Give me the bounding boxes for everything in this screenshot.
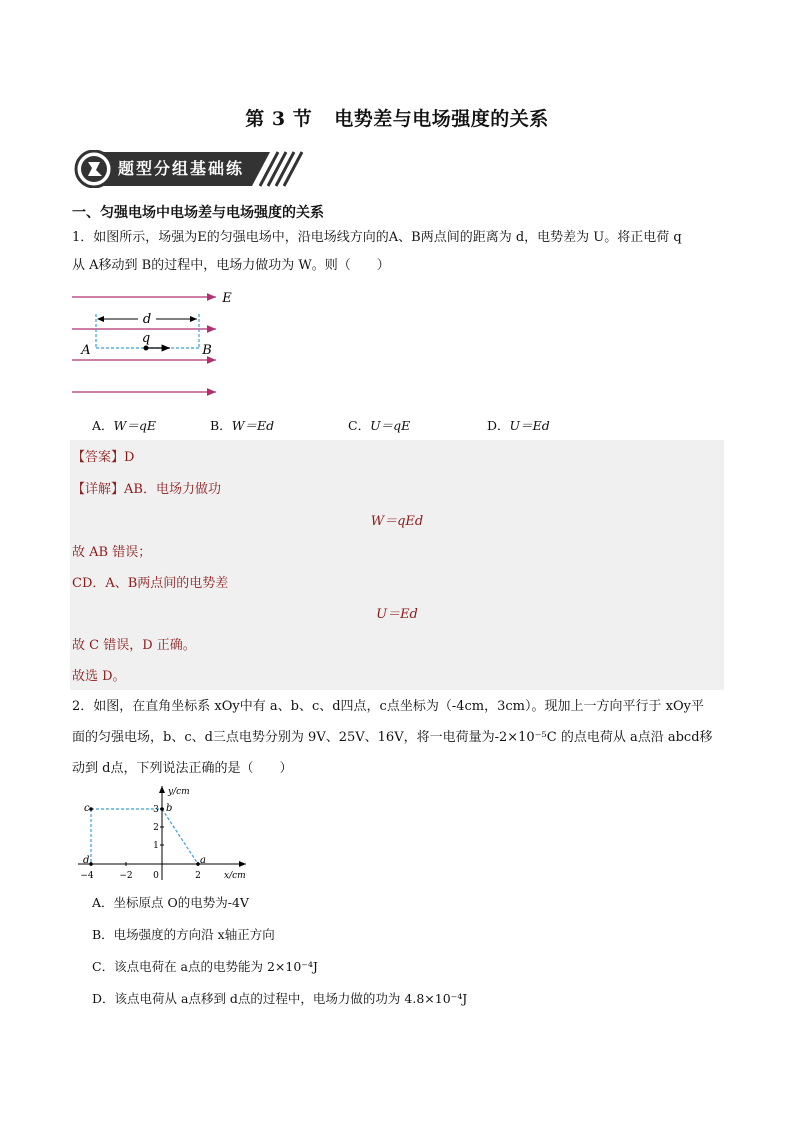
detail-line-5: 故选 D。 [72,669,126,684]
q2-text-line2: 面的匀强电场，b、c、d三点电势分别为 9V、25V、16V，将一电荷量为-2×10⁻⁵C 的点电荷从 a点沿 abcd移 [72,730,713,745]
x-axis-label: x/cm [224,871,246,881]
y-axis-label: y/cm [168,787,190,797]
y-tick-label: 1 [153,841,159,851]
label-d: d [142,312,152,327]
point-c-label: c [84,803,90,814]
point-a-label: a [200,855,206,866]
section-heading: 一、匀强电场中电场差与电场强度的关系 [72,205,324,221]
x-tick-label: −2 [119,871,133,881]
q1-option-a[interactable]: A．W＝qE [92,418,157,433]
q1-option-c[interactable]: C．U＝qE [348,418,411,433]
detail-line-1: 【详解】AB．电场力做功 [72,482,221,497]
q2-option-c[interactable]: C．该点电荷在 a点的电势能为 2×10⁻⁴J [92,959,318,974]
x-tick-label: 2 [195,871,201,881]
section-number: 第 3 节 [245,108,313,130]
page-title [0,104,794,131]
q2-coordinate-diagram [74,784,254,884]
label-E: E [222,291,232,306]
detail-line-4: 故 C 错误，D 正确。 [72,638,196,653]
q1-text-line2: 从 A移动到 B的过程中，电场力做功为 W。则（ ） [72,258,390,273]
formula-work: W＝qEd [370,514,424,529]
q1-text-line1: 1．如图所示，场强为E的匀强电场中，沿电场线方向的A、B两点间的距离为 d，电势差为 U。将正电荷 q [72,230,682,245]
q2-option-d[interactable]: D．该点电荷从 a点移到 d点的过程中，电场力做的功为 4.8×10⁻⁴J [92,991,468,1006]
segment-ba [162,809,198,864]
answer-label: 【答案】D [72,450,135,465]
detail-line-3: CD．A、B两点间的电势差 [72,576,229,591]
q2-text-line1: 2．如图，在直角坐标系 xOy中有 a、b、c、d四点，c点坐标为（-4cm，3cm）。现加上一方向平行于 xOy平 [72,699,704,714]
x-tick-label: −4 [80,871,94,881]
label-A: A [81,343,91,358]
point-b-label: b [166,803,173,814]
label-B: B [202,343,212,358]
q2-option-a[interactable]: A．坐标原点 O的电势为-4V [92,895,249,910]
section-title: 电势差与电场强度的关系 [334,108,549,130]
banner-label: 题型分组基础练 [118,159,245,178]
label-q: q [141,331,151,346]
x-tick-label: 0 [153,871,159,881]
q1-field-diagram [70,286,250,402]
detail-line-2: 故 AB 错误； [72,545,152,560]
formula-voltage: U＝Ed [376,607,418,622]
point-d-label: d [83,855,90,866]
y-tick-label: 3 [153,805,159,815]
q2-text-line3: 动到 d点，下列说法正确的是（ ） [72,761,293,776]
y-tick-label: 2 [153,823,159,833]
q2-option-b[interactable]: B．电场强度的方向沿 x轴正方向 [92,927,275,942]
q1-option-b[interactable]: B．W＝Ed [210,418,275,433]
q1-option-d[interactable]: D．U＝Ed [487,418,550,433]
